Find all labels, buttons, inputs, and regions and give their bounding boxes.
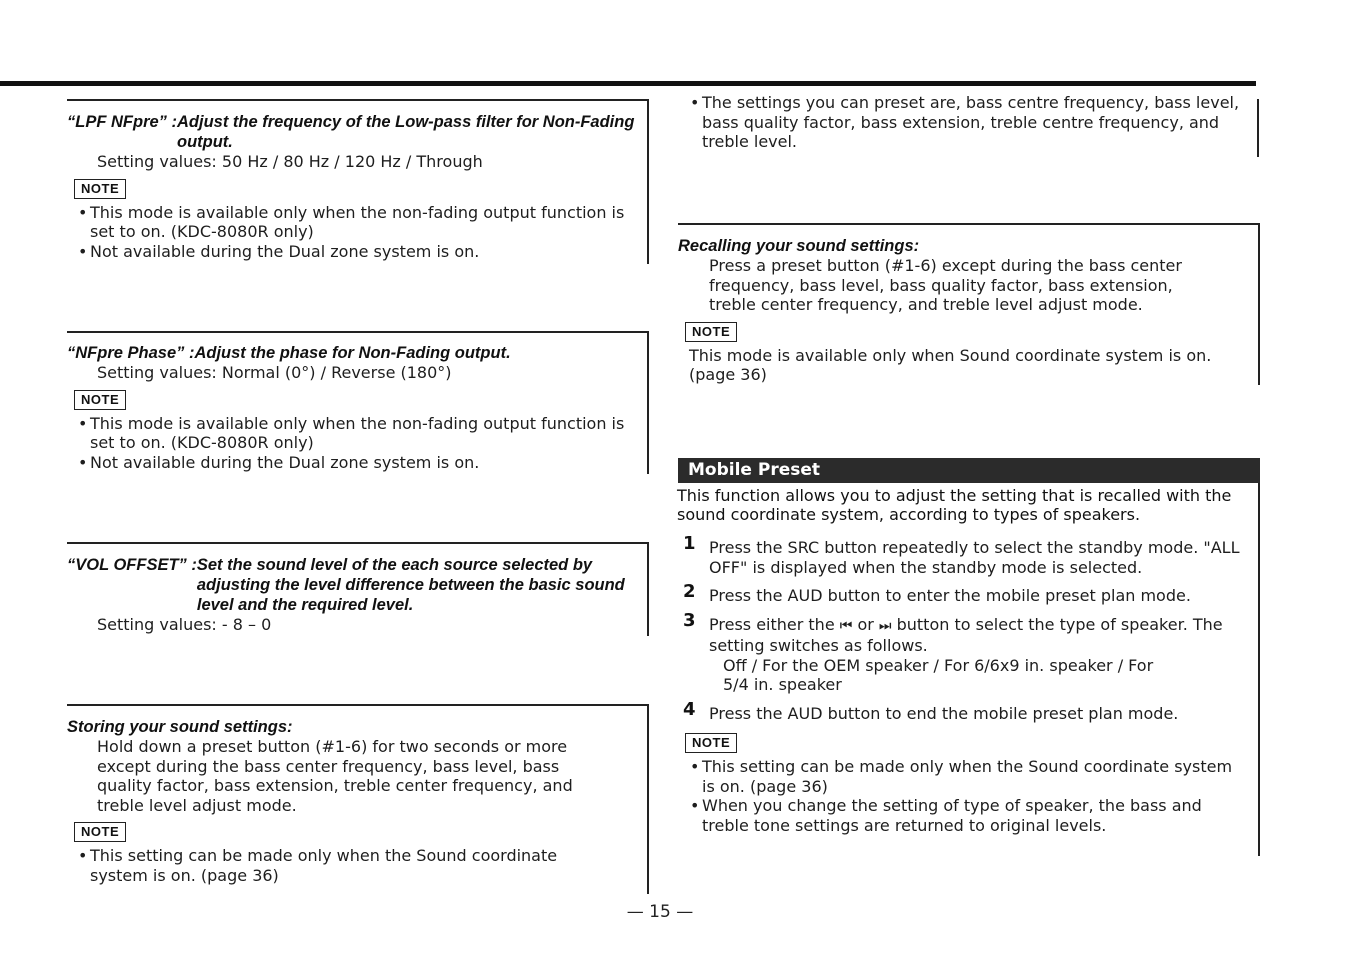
note-label: NOTE — [74, 179, 126, 199]
section-edge — [1258, 223, 1260, 385]
section-edge — [1257, 99, 1259, 157]
step-text-part: or — [852, 614, 879, 634]
phase-setting-values: Setting values: Normal (0°) / Reverse (180°) — [97, 363, 452, 382]
page-number: — 15 — — [626, 902, 694, 922]
step-number: 1 — [683, 533, 696, 554]
lpf-note-list — [67, 203, 637, 262]
step-2 — [677, 581, 1247, 606]
lpf-description: Adjust the frequency of the Low-pass filter for Non-Fading output. — [177, 113, 635, 151]
mobile-preset-note-list — [677, 757, 1237, 835]
section-divider — [67, 331, 649, 333]
vol-offset-setting-values: Setting values: - 8 – 0 — [97, 615, 272, 634]
section-divider — [67, 704, 649, 706]
note-label: NOTE — [74, 390, 126, 410]
list-item: • This mode is available only when the non-fading output function is set to on. (KDC-8080R only) — [77, 414, 637, 453]
preset-settings-section — [689, 93, 1244, 152]
note-label: NOTE — [685, 322, 737, 342]
vol-offset-heading — [67, 555, 637, 615]
note-label: NOTE — [74, 822, 126, 842]
list-item: • This setting can be made only when the Sound coordinate system is on. (page 36) — [689, 757, 1237, 796]
step-number: 4 — [683, 698, 696, 720]
section-edge — [647, 99, 649, 264]
list-item: • When you change the setting of type of speaker, the bass and treble tone settings are returned to original levels. — [689, 796, 1237, 835]
list-item: • This setting can be made only when the Sound coordinate system is on. (page 36) — [77, 846, 597, 885]
step-4 — [677, 698, 1247, 724]
preset-settings-list — [689, 93, 1244, 152]
step-text — [709, 615, 1247, 656]
skip-forward-icon: ⏭ — [878, 617, 892, 634]
note-label: NOTE — [685, 733, 737, 753]
step-text-part: Press either the — [709, 614, 840, 634]
phase-note-list — [67, 414, 637, 473]
step-number: 2 — [683, 581, 696, 602]
mobile-preset-banner — [678, 458, 1260, 483]
phase-heading — [67, 343, 637, 363]
lpf-label: “LPF NFpre” : — [67, 113, 177, 131]
step-text: Press the AUD button to enter the mobile preset plan mode. — [709, 586, 1191, 605]
mobile-preset-intro: This function allows you to adjust the setting that is recalled with the sound coordinate system, according to types of speakers. — [677, 486, 1232, 524]
lpf-heading — [67, 112, 637, 152]
storing-heading: Storing your sound settings: — [67, 718, 293, 736]
lpf-section — [67, 112, 637, 261]
step-text: Press the SRC button repeatedly to select the standby mode. "ALL OFF" is displayed when the standby mode is selected. — [709, 538, 1240, 577]
section-divider — [67, 99, 649, 101]
step-number: 3 — [683, 609, 696, 631]
mobile-preset-title: Mobile Preset — [678, 458, 1260, 483]
section-divider — [678, 223, 1260, 225]
skip-back-icon: ⏮ — [839, 617, 853, 634]
step-text: Press the AUD button to end the mobile preset plan mode. — [709, 703, 1179, 723]
step-text-part: button to select the type of speaker. The setting switches as follows. — [709, 614, 1223, 655]
list-item: • Not available during the Dual zone system is on. — [77, 453, 637, 473]
section-edge — [647, 704, 649, 894]
recalling-body: Press a preset button (#1-6) except during the bass center frequency, bass level, bass quality factor, bass extension, treble center frequency, and treble level adjust mode. — [709, 256, 1182, 314]
storing-body: Hold down a preset button (#1-6) for two seconds or more except during the bass center frequency, bass level, bass quality factor, bass extension, treble center frequency, and treble level adjust mode. — [97, 737, 573, 815]
vol-offset-description: Set the sound level of the each source selected by adjusting the level difference between the basic sound level and the required level. — [196, 556, 625, 614]
section-divider — [67, 542, 649, 544]
step-3 — [677, 609, 1247, 695]
phase-label: “NFpre Phase” : — [67, 344, 195, 362]
phase-description: Adjust the phase for Non-Fading output. — [194, 344, 511, 362]
mobile-preset-section — [677, 487, 1247, 835]
phase-section — [67, 343, 637, 472]
storing-note-list — [67, 846, 597, 885]
recalling-note-text: This mode is available only when Sound coordinate system is on. (page 36) — [689, 345, 1212, 384]
list-item: • Not available during the Dual zone system is on. — [77, 242, 637, 262]
vol-offset-label: “VOL OFFSET” : — [67, 556, 197, 574]
lpf-setting-values: Setting values: 50 Hz / 80 Hz / 120 Hz / Through — [97, 152, 483, 171]
vol-offset-section — [67, 555, 637, 635]
section-edge — [647, 331, 649, 474]
list-item: • This mode is available only when the non-fading output function is set to on. (KDC-8080R only) — [77, 203, 637, 242]
step-1 — [677, 533, 1247, 577]
section-edge — [647, 542, 649, 636]
recalling-heading: Recalling your sound settings: — [678, 237, 920, 255]
top-rule — [0, 81, 1256, 86]
list-item: • The settings you can preset are, bass centre frequency, bass level, bass quality factor, bass extension, treble centre frequency, and treble level. — [689, 93, 1244, 152]
section-edge — [1258, 458, 1260, 856]
speaker-type-sequence: Off / For the OEM speaker / For 6/6x9 in. speaker / For 5/4 in. speaker — [723, 655, 1154, 694]
recalling-section — [678, 236, 1248, 385]
storing-section — [67, 717, 637, 885]
